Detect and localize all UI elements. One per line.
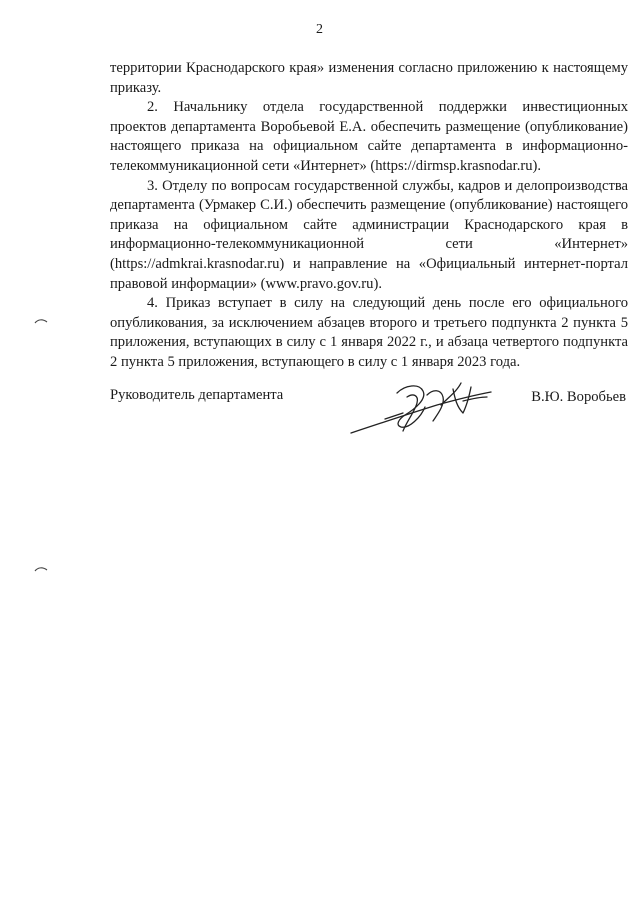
document-body: [110, 59, 628, 373]
binding-mark-icon: [34, 318, 48, 324]
signatory-name: В.Ю. Воробьев: [531, 389, 626, 405]
paragraph-item-4: 4. Приказ вступает в силу на следующий день после его официального опубликования, за исключением абзацев второго и третьего подпункта 2 пункта 5 приложения, вступающих в силу с 1 января 2022 г., и абзаца четвертого подпункта 2 пункта 5 приложения, вступающего в силу с 1 января 2023 года.: [110, 295, 628, 370]
binding-mark-icon: [34, 566, 48, 572]
signatory-title: Руководитель департамента: [110, 387, 284, 403]
paragraph-item-2: 2. Начальнику отдела государственной поддержки инвестиционных проектов департамента Воробьевой Е.А. обеспечить размещение (опубликование) настоящего приказа на официальном сайте департамента в информационно-телекоммуникационной сети «Интернет» (https://dirmsp.krasnodar.ru).: [110, 99, 628, 174]
handwritten-signature-icon: [345, 375, 495, 441]
signature-block: [110, 387, 628, 457]
page-number: 2: [316, 22, 323, 37]
paragraph-item-3: 3. Отделу по вопросам государственной службы, кадров и делопроизводства департамента (Урмакер С.И.) обеспечить размещение (опубликование) настоящего приказа на официальном сайте администрации Краснодарского края в информационно-телекоммуникационной сети «Интернет» (https://admkrai.krasnodar.ru) и направление на «Официальный интернет-портал правовой информации» (www.pravo.gov.ru).: [110, 177, 628, 292]
paragraph-continuation: территории Краснодарского края» изменения согласно приложению к настоящему приказу.: [110, 60, 628, 96]
